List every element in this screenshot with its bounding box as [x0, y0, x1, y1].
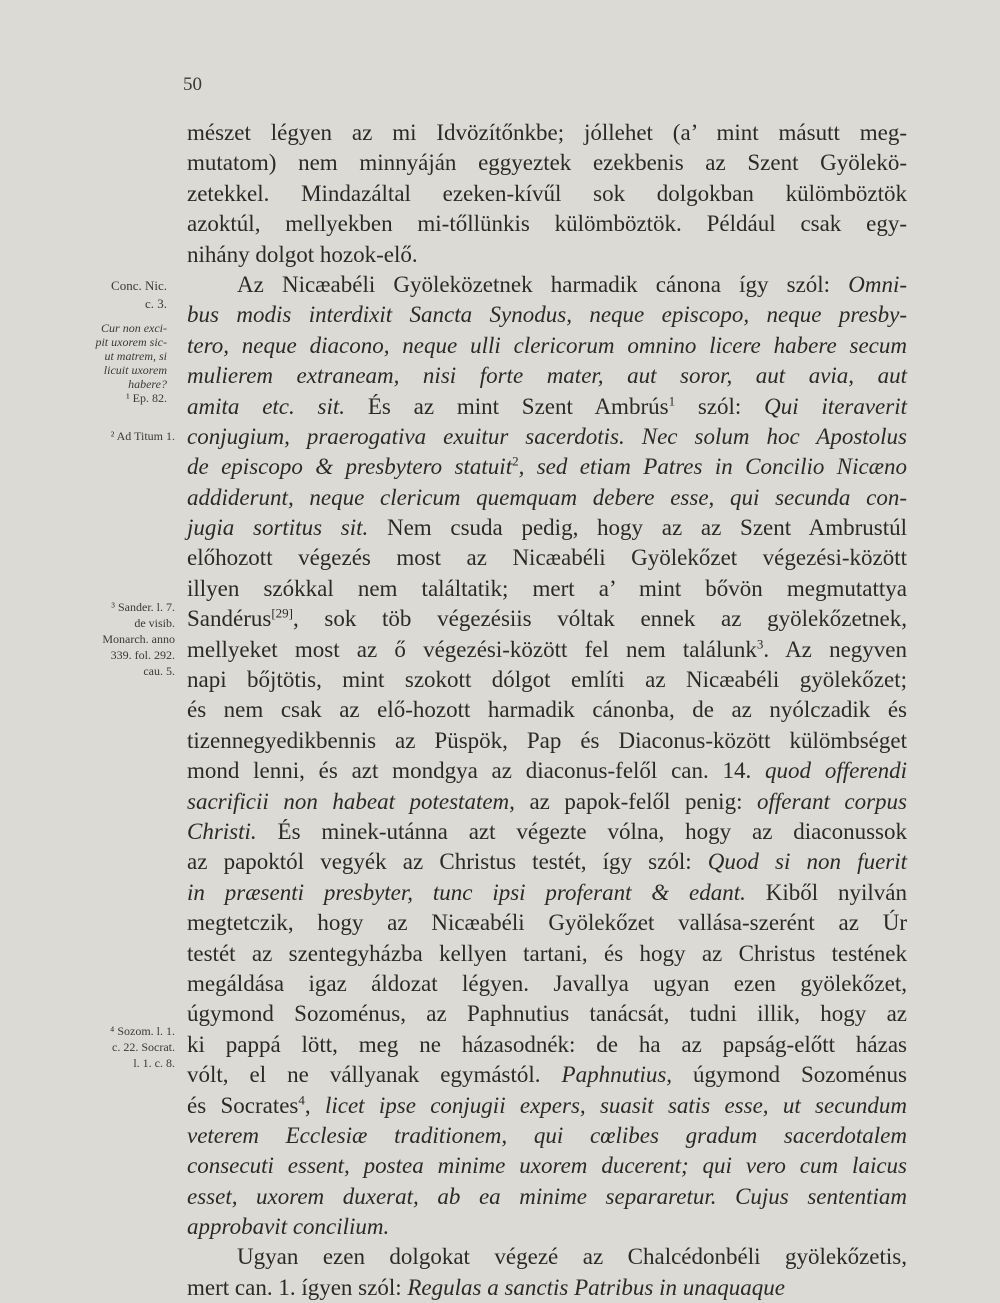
text-line: amita etc. sit. És az mint Szent Ambrús$^1$ szól: Qui iteraverit — [187, 392, 907, 419]
margin-note-line: cau. 5. — [143, 664, 175, 678]
margin-note-line: c. 3. — [144, 296, 167, 311]
text-line: de episcopo & presbytero statuit$^2$, sed etiam Patres in Concilio Nicæno — [187, 453, 908, 480]
text-line: addiderunt, neque clericum quemquam debere esse, qui secunda con- — [187, 484, 907, 510]
text-line: mond lenni, és azt mondgya az diaconus-felől can. 14. quod offerendi — [187, 758, 908, 784]
text-line: mulierem extraneam, nisi forte mater, aut soror, aut avia, aut — [187, 363, 907, 389]
margin-note-line: licuit uxorem — [103, 363, 167, 377]
text-line: és Socrates$^4$, licet ipse conjugii expers, suasit satis esse, ut secundum — [187, 1091, 908, 1118]
text-line: Az Nicæabéli Gyöleközetnek harmadik cánona így szól: Omni- — [237, 271, 907, 297]
margin-note-cur-non-excipit — [62, 321, 167, 405]
text-line: in præsenti presbyter, tunc ipsi proferant & edant. Kiből nyilván — [187, 879, 907, 905]
text-line: megtetczik, hogy az Nicæabéli Gyölekőzet vallása-szerént az Úr — [187, 910, 907, 936]
margin-note-line: Monarch. anno — [102, 632, 175, 646]
text-line: napi bőjtötis, mint szokott dólgot említi az Nicæabéli gyölekőzet; — [187, 667, 907, 693]
text-line: Christi. És minek-utánna azt végezte vólna, hogy az diaconussok — [187, 818, 907, 844]
page-number: 50 — [183, 74, 202, 95]
text-line: jugia sortitus sit. Nem csuda pedig, hogy az az Szent Ambrustúl — [187, 515, 907, 541]
text-line: úgymond Sozoménus, az Paphnutius tanácsát, tudni illik, hogy az — [187, 1001, 907, 1027]
text-line: megáldása igaz áldozat légyen. Javallya ugyan ezen gyölekőzet, — [187, 970, 907, 996]
text-line: és nem csak az elő-hozott harmadik cánonba, de az nyólczadik és — [187, 697, 907, 723]
margin-note-line: ⁴ Sozom. l. 1. — [110, 1024, 175, 1038]
text-line: az papoktól vegyék az Christus testét, így szól: Quod si non fuerit — [187, 849, 908, 875]
margin-note-line: pit uxorem sic- — [95, 335, 167, 349]
margin-note-line: habere? — [128, 377, 167, 391]
text-line: tizennegyedikbennis az Püspök, Pap és Diaconus-között külömbséget — [187, 727, 907, 753]
text-line: veterem Ecclesiæ traditionem, qui cœlibes gradum sacerdotalem — [187, 1122, 907, 1148]
text-line: illyen szókkal nem találtatik; mert a’ mint bővön megmutattya — [187, 575, 907, 601]
text-line: conjugium, praerogativa exuitur sacerdotis. Nec solum hoc Apostolus — [187, 423, 907, 449]
text-line: mutatom) nem minnyáján eggyeztek ezekbenis az Szent Gyölekö- — [187, 150, 907, 176]
margin-note-line: Cur non exci- — [101, 321, 167, 335]
text-line: Ugyan ezen dolgokat végezé az Chalcédonbéli gyölekőzetis, — [237, 1244, 907, 1270]
margin-note-line: c. 22. Socrat. — [112, 1040, 175, 1054]
margin-note-line: ¹ Ep. 82. — [126, 391, 167, 405]
text-line: bus modis interdixit Sancta Synodus, neque episcopo, neque presby- — [187, 302, 907, 328]
text-line: nihány dolgot hozok-elő. — [187, 241, 418, 267]
margin-note-line: 339. fol. 292. — [110, 648, 175, 662]
body-text — [187, 118, 907, 1303]
margin-note-line: ut matrem, si — [104, 349, 167, 363]
margin-note-conc-nic — [62, 277, 167, 313]
margin-note-line: ³ Sander. l. 7. — [111, 600, 175, 614]
margin-note-ad-titum — [70, 429, 175, 443]
text-line: előhozott végezés most az Nicæabéli Gyölekőzet végezési-között — [187, 545, 907, 571]
text-line: approbavit concilium. — [187, 1214, 390, 1240]
text-line: mellyeket most az ő végezési-között fel nem találunk$^3$. Az negyven — [187, 635, 907, 662]
text-line: tero, neque diacono, neque ulli clericorum omnino licere habere secum — [187, 332, 907, 358]
text-line: ki pappá lött, meg ne házasodnék: de ha az papság-előtt házas — [187, 1031, 907, 1057]
margin-note-line: ² Ad Titum 1. — [110, 429, 175, 443]
margin-note-line: l. 1. c. 8. — [133, 1056, 175, 1070]
text-line: azoktúl, mellyekben mi-tőllünkis külömböztök. Például csak egy- — [187, 211, 907, 237]
margin-note-sozom — [70, 1023, 175, 1071]
margin-note-line: de visib. — [134, 616, 175, 630]
margin-note-sander — [70, 599, 175, 679]
text-line: esset, uxorem duxerat, ab ea minime separaretur. Cujus sententiam — [187, 1183, 907, 1209]
text-line: sacrificii non habeat potestatem, az papok-felől penig: offerant corpus — [187, 788, 907, 814]
text-line: Sandérus[29], sok töb végezésiis vóltak ennek az gyölekőzetnek, — [187, 605, 907, 632]
text-line: zetekkel. Mindazáltal ezeken-kívűl sok dolgokban külömböztök — [187, 180, 907, 206]
text-line: testét az szentegyházba kellyen tartani, és hogy az Christus testének — [187, 940, 907, 966]
text-line: mészet légyen az mi Idvözítőnkbe; jóllehet (a’ mint másutt meg- — [187, 120, 907, 145]
text-line: consecuti essent, postea minime uxorem ducerent; qui vero cum laicus — [187, 1153, 907, 1179]
text-line: mert can. 1. ígyen szól: Regulas a sanctis Patribus in unaquaque — [187, 1274, 785, 1300]
margin-note-line: Conc. Nic. — [111, 278, 167, 293]
text-line: vólt, el ne vállyanak egymástól. Paphnutius, úgymond Sozoménus — [187, 1062, 907, 1088]
